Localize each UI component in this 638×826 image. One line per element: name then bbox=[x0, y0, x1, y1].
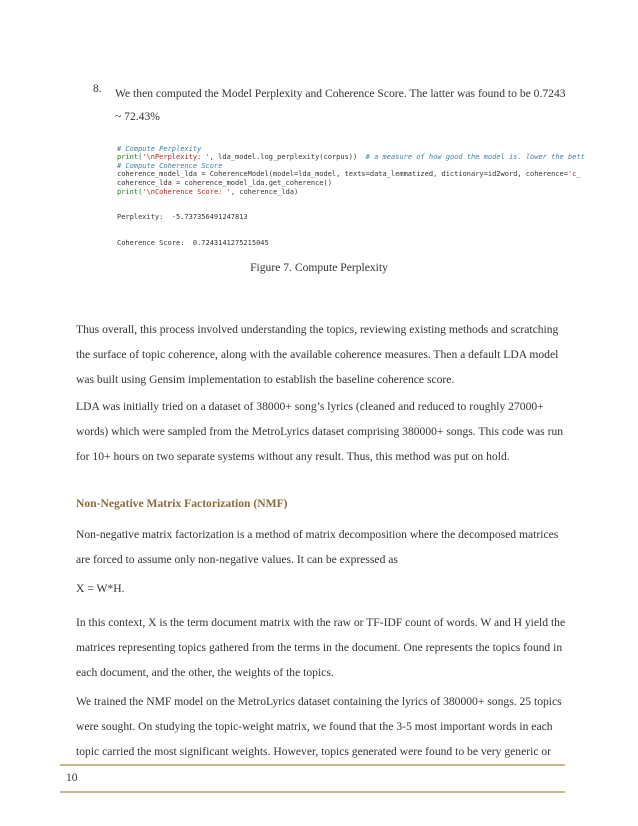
paragraph-line: Non-negative matrix factorization is a method of matrix decomposition where the decomposed matrices bbox=[76, 528, 559, 541]
paragraph-line: words) which were sampled from the MetroLyrics dataset comprising 380000+ songs. This code was run bbox=[76, 425, 564, 438]
code-output-perplexity: Perplexity: -5.737356491247813 bbox=[117, 213, 248, 222]
code-line bbox=[117, 188, 557, 197]
paragraph-line: were sought. On studying the topic-weight matrix, we found that the 3-5 most important words in each bbox=[76, 720, 553, 733]
code-line bbox=[117, 170, 581, 179]
formula: X = W*H. bbox=[76, 582, 125, 595]
page-number: 10 bbox=[66, 771, 78, 784]
section-heading: Non-Negative Matrix Factorization (NMF) bbox=[76, 497, 288, 510]
paragraph-line: Thus overall, this process involved understanding the topics, reviewing existing methods and scratching bbox=[76, 323, 559, 336]
code-line bbox=[117, 162, 557, 171]
paragraph-line: matrices representing topics gathered from the terms in the document. One represents the topics found in bbox=[76, 641, 563, 654]
code-text: , coherence_lda) bbox=[230, 187, 299, 196]
paragraph-line: topic carried the most significant weights. However, topics generated were found to be very generic or bbox=[76, 745, 552, 758]
paragraph-line: the surface of topic coherence, along with the available coherence measures. Then a default LDA model bbox=[76, 348, 559, 361]
code-line bbox=[117, 145, 557, 154]
code-line bbox=[117, 179, 557, 188]
list-line-1: We then computed the Model Perplexity and Coherence Score. The latter was found to be 0.7243 bbox=[115, 87, 566, 100]
code-blank-line bbox=[117, 205, 557, 214]
list-number: 8. bbox=[93, 82, 102, 95]
code-blank-line bbox=[117, 196, 557, 205]
code-comment: # Compute Coherence Score bbox=[117, 161, 223, 170]
list-item-text bbox=[115, 82, 575, 128]
paragraph-line: was built using Gensim implementation to establish the baseline coherence score. bbox=[76, 373, 455, 386]
code-string: '\nCoherence Score: ' bbox=[142, 187, 231, 196]
code-line bbox=[117, 153, 585, 162]
code-text: coherence_model_lda = CoherenceModel(model=lda_model, texts=data_lemmatized, dictionary=id2word, coherence= bbox=[117, 170, 568, 179]
list-line-2: ~ 72.43% bbox=[115, 110, 160, 123]
code-blank-line bbox=[117, 231, 557, 240]
code-output-coherence: Coherence Score: 0.7243141275215045 bbox=[117, 239, 269, 248]
code-text: coherence_lda = coherence_model_lda.get_coherence() bbox=[117, 178, 332, 187]
paragraph-line: We trained the NMF model on the MetroLyrics dataset containing the lyrics of 380000+ songs. 25 topics bbox=[76, 695, 562, 708]
figure-caption: Figure 7. Compute Perplexity bbox=[250, 261, 388, 274]
code-blank-line bbox=[117, 222, 557, 231]
paragraph-line: each document, and the other, the weights of the topics. bbox=[76, 666, 334, 679]
paragraph-line: for 10+ hours on two separate systems without any result. Thus, this method was put on hold. bbox=[76, 450, 510, 463]
code-keyword: print( bbox=[117, 153, 143, 162]
footer-rule-bottom bbox=[60, 791, 565, 793]
code-comment: # Compute Perplexity bbox=[117, 144, 202, 153]
code-keyword: print( bbox=[117, 187, 143, 196]
paragraph-line: In this context, X is the term document matrix with the raw or TF-IDF count of words. W and H yield the bbox=[76, 616, 566, 629]
paragraph-line: are forced to assume only non-negative values. It can be expressed as bbox=[76, 553, 398, 566]
paragraph-line: LDA was initially tried on a dataset of 38000+ song’s lyrics (cleaned and reduced to roughly 27000+ bbox=[76, 400, 544, 413]
code-string: 'c_ bbox=[567, 170, 581, 179]
code-comment: # a measure of how good the model is. lower the bett bbox=[365, 153, 585, 162]
code-string: '\nPerplexity: ' bbox=[142, 153, 210, 162]
footer-rule-top bbox=[60, 764, 565, 766]
code-text: , lda_model.log_perplexity(corpus)) bbox=[209, 153, 366, 162]
code-screenshot bbox=[117, 136, 585, 248]
